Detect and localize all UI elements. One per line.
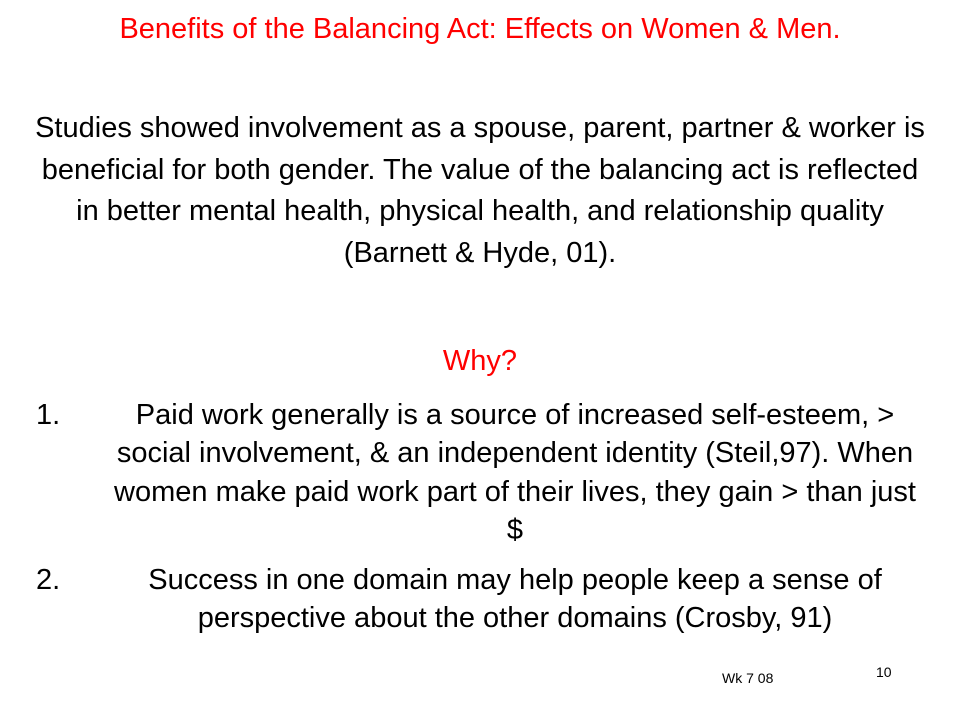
reason-number: 2. (36, 564, 61, 597)
slide-title: Benefits of the Balancing Act: Effects on Women & Men. (119, 13, 841, 45)
reason-text: Success in one domain may help people keep a sense of perspective about the other domains (Crosby, 91) (148, 564, 882, 635)
reason-number: 1. (36, 399, 61, 431)
footer-week-label: Wk 7 08 (722, 670, 774, 686)
reason-item (24, 396, 936, 549)
footer-page-number: 10 (876, 664, 892, 680)
reason-text: Paid work generally is a source of increased self-esteem, > social involvement, & an independent identity (Steil,97). When women make paid work part of their lives, they gain > than just $ (114, 399, 916, 546)
reason-item (24, 561, 936, 638)
reasons-list (24, 396, 936, 638)
why-heading: Why? (442, 345, 518, 377)
intro-paragraph: Studies showed involvement as a spouse, parent, partner & worker is beneficial for both gender. The value of the balancing act is reflected in better mental health, physical health, and relationship quality (Barnett & Hyde, 01). (35, 112, 925, 269)
